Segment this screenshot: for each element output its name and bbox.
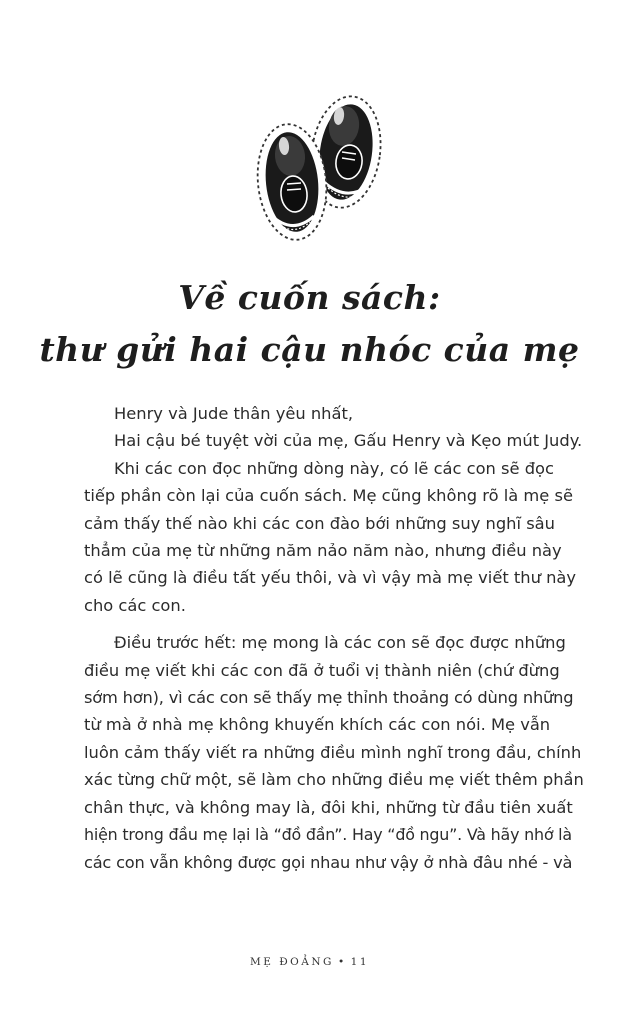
footer-separator: • xyxy=(337,956,347,968)
text-line: cảm thấy thế nào khi các con đào bới những suy nghĩ sâu xyxy=(84,513,555,533)
book-title: MẸ ĐOẢNG xyxy=(249,956,334,968)
salutation-paragraph xyxy=(84,400,584,427)
greeting-paragraph xyxy=(84,427,584,454)
page-number: 11 xyxy=(350,956,370,968)
text-line: từ mà ở nhà mẹ không khuyến khích các con nói. Mẹ vẫn xyxy=(84,715,551,735)
text-line: tiếp phần còn lại của cuốn sách. Mẹ cũng không rõ là mẹ sẽ xyxy=(84,486,573,506)
text-line: xác từng chữ một, sẽ làm cho những điều mẹ viết thêm phần xyxy=(84,770,584,790)
text-line: sớm hơn), vì các con sẽ thấy mẹ thỉnh thoảng có dùng những xyxy=(84,688,574,708)
text-line: các con vẫn không được gọi nhau như vậy ở nhà đâu nhé - và xyxy=(84,852,573,872)
text-line: Khi các con đọc những dòng này, có lẽ các con sẽ đọc xyxy=(114,458,554,478)
text-line: luôn cảm thấy viết ra những điều mình nghĩ trong đầu, chính xyxy=(84,742,582,762)
page-footer xyxy=(0,956,619,968)
text-line: điều mẹ viết khi các con đã ở tuổi vị thành niên (chứ đừng xyxy=(84,660,560,680)
body-paragraph-1 xyxy=(84,455,584,619)
text-line: chân thực, và không may là, đôi khi, những từ đầu tiên xuất xyxy=(84,797,573,817)
text-line: Henry và Jude thân yêu nhất, xyxy=(114,404,354,423)
sneakers-icon xyxy=(250,90,390,250)
body-paragraph-2 xyxy=(84,629,584,876)
text-line: hiện trong đầu mẹ lại là “đồ đần”. Hay “đồ ngu”. Và hãy nhớ là xyxy=(84,825,572,845)
text-line: cho các con. xyxy=(84,595,186,615)
chapter-title-line-1: Về cuốn sách: xyxy=(178,278,441,317)
letter-body xyxy=(84,400,584,876)
sneakers-illustration xyxy=(250,90,390,250)
text-line: Điều trước hết: mẹ mong là các con sẽ đọc được những xyxy=(114,633,566,653)
text-line: Hai cậu bé tuyệt vời của mẹ, Gấu Henry và Kẹo mút Judy. xyxy=(114,431,583,451)
chapter-title-line-2: thư gửi hai cậu nhóc của mẹ xyxy=(39,330,580,369)
text-line: thẳm của mẹ từ những năm nảo năm nào, nhưng điều này xyxy=(84,541,562,561)
chapter-title xyxy=(0,272,619,376)
text-line: có lẽ cũng là điều tất yếu thôi, và vì vậy mà mẹ viết thư này xyxy=(84,568,577,588)
